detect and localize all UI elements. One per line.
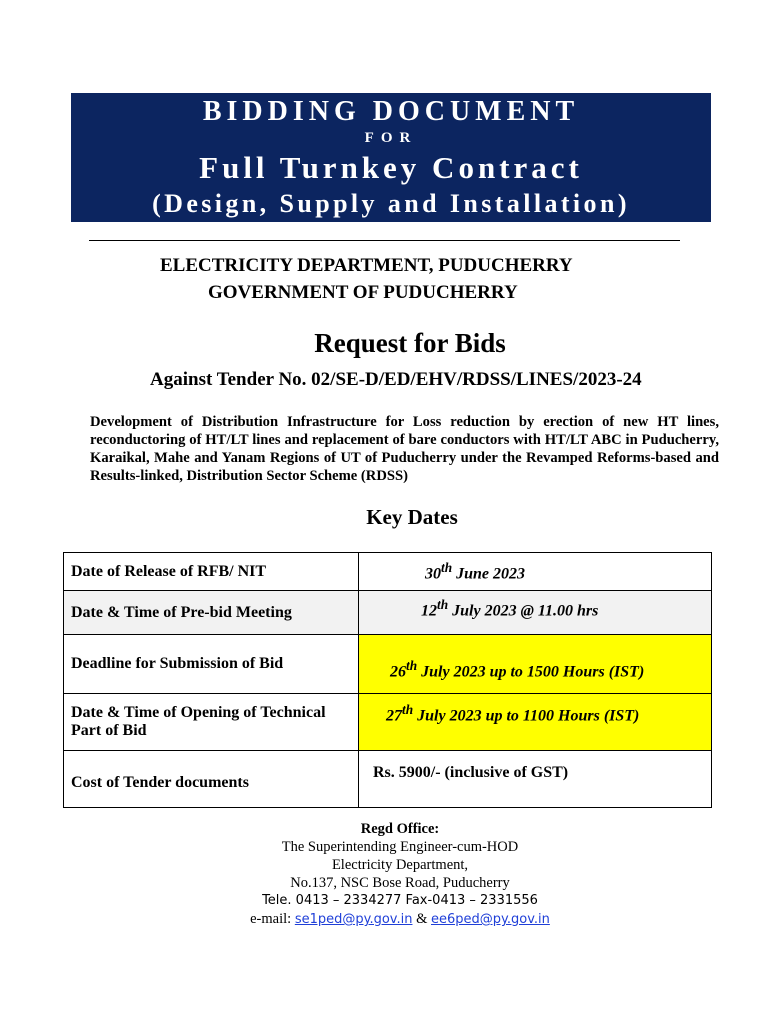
date-day: 27 [386, 707, 402, 725]
row-label: Date & Time of Pre-bid Meeting [64, 591, 359, 635]
department-name: ELECTRICITY DEPARTMENT, PUDUCHERRY [160, 255, 573, 276]
row-label: Cost of Tender documents [64, 751, 359, 808]
date-suffix: th [406, 658, 418, 674]
office-email [140, 910, 660, 929]
banner-line-bidding-document: BIDDING DOCUMENT [202, 96, 580, 127]
banner-line-scope: (Design, Supply and Installation) [152, 189, 630, 218]
registered-office [140, 820, 660, 929]
date-suffix: th [437, 597, 449, 612]
date-suffix: th [441, 559, 453, 575]
date-rest: June 2023 [452, 565, 526, 583]
office-phone: Tele. 0413 – 2334277 Fax-0413 – 2331556 [262, 893, 538, 908]
email-label: e-mail: [250, 911, 295, 927]
date-rest: July 2023 @ 11.00 hrs [448, 602, 599, 620]
row-label: Date & Time of Opening of Technical Part of Bid [64, 694, 359, 751]
row-value [359, 635, 712, 694]
date-rest: July 2023 up to 1100 Hours (IST) [413, 707, 640, 725]
government-name: GOVERNMENT OF PUDUCHERRY [208, 282, 518, 303]
date-rest: July 2023 up to 1500 Hours (IST) [417, 663, 645, 681]
table-row [64, 694, 712, 751]
page-title: Request for Bids [314, 328, 506, 358]
table-row [64, 591, 712, 635]
date-day: 26 [390, 663, 406, 681]
row-label: Deadline for Submission of Bid [64, 635, 359, 694]
row-value [359, 591, 712, 635]
date-day: 12 [421, 602, 437, 620]
banner-line-for: FOR [364, 130, 418, 146]
row-value: Rs. 5900/- (inclusive of GST) [359, 751, 712, 808]
row-value [359, 553, 712, 591]
title-banner [71, 93, 711, 222]
table-row [64, 635, 712, 694]
email-link-se1ped[interactable]: se1ped@py.gov.in [294, 912, 413, 927]
table-row [64, 751, 712, 808]
banner-line-contract: Full Turnkey Contract [199, 150, 583, 185]
key-dates-heading: Key Dates [366, 505, 458, 529]
email-link-ee6ped[interactable]: ee6ped@py.gov.in [431, 912, 550, 927]
table-row [64, 553, 712, 591]
key-dates-table [63, 552, 712, 808]
divider [89, 240, 680, 241]
tender-number: Against Tender No. 02/SE-D/ED/EHV/RDSS/LINES/2023-24 [150, 369, 642, 390]
date-day: 30 [425, 565, 441, 583]
office-title: Regd Office: [360, 821, 440, 837]
row-value [359, 694, 712, 751]
office-line: Electricity Department, [331, 857, 469, 873]
project-description: Development of Distribution Infrastructure for Loss reduction by erection of new HT lines, reconductoring of HT/LT lines and replacement of bare conductors with HT/LT ABC in Puducherry, Karaikal, Mahe and Yanam Regions of UT of Puducherry under the Revamped Reforms-based and Results-linked, Distribution Sector Scheme (RDSS) [90, 414, 719, 484]
email-separator: & [412, 911, 431, 927]
office-address: No.137, NSC Bose Road, Puducherry [290, 875, 510, 891]
row-label: Date of Release of RFB/ NIT [64, 553, 359, 591]
date-suffix: th [402, 702, 414, 717]
office-line: The Superintending Engineer-cum-HOD [281, 839, 519, 855]
